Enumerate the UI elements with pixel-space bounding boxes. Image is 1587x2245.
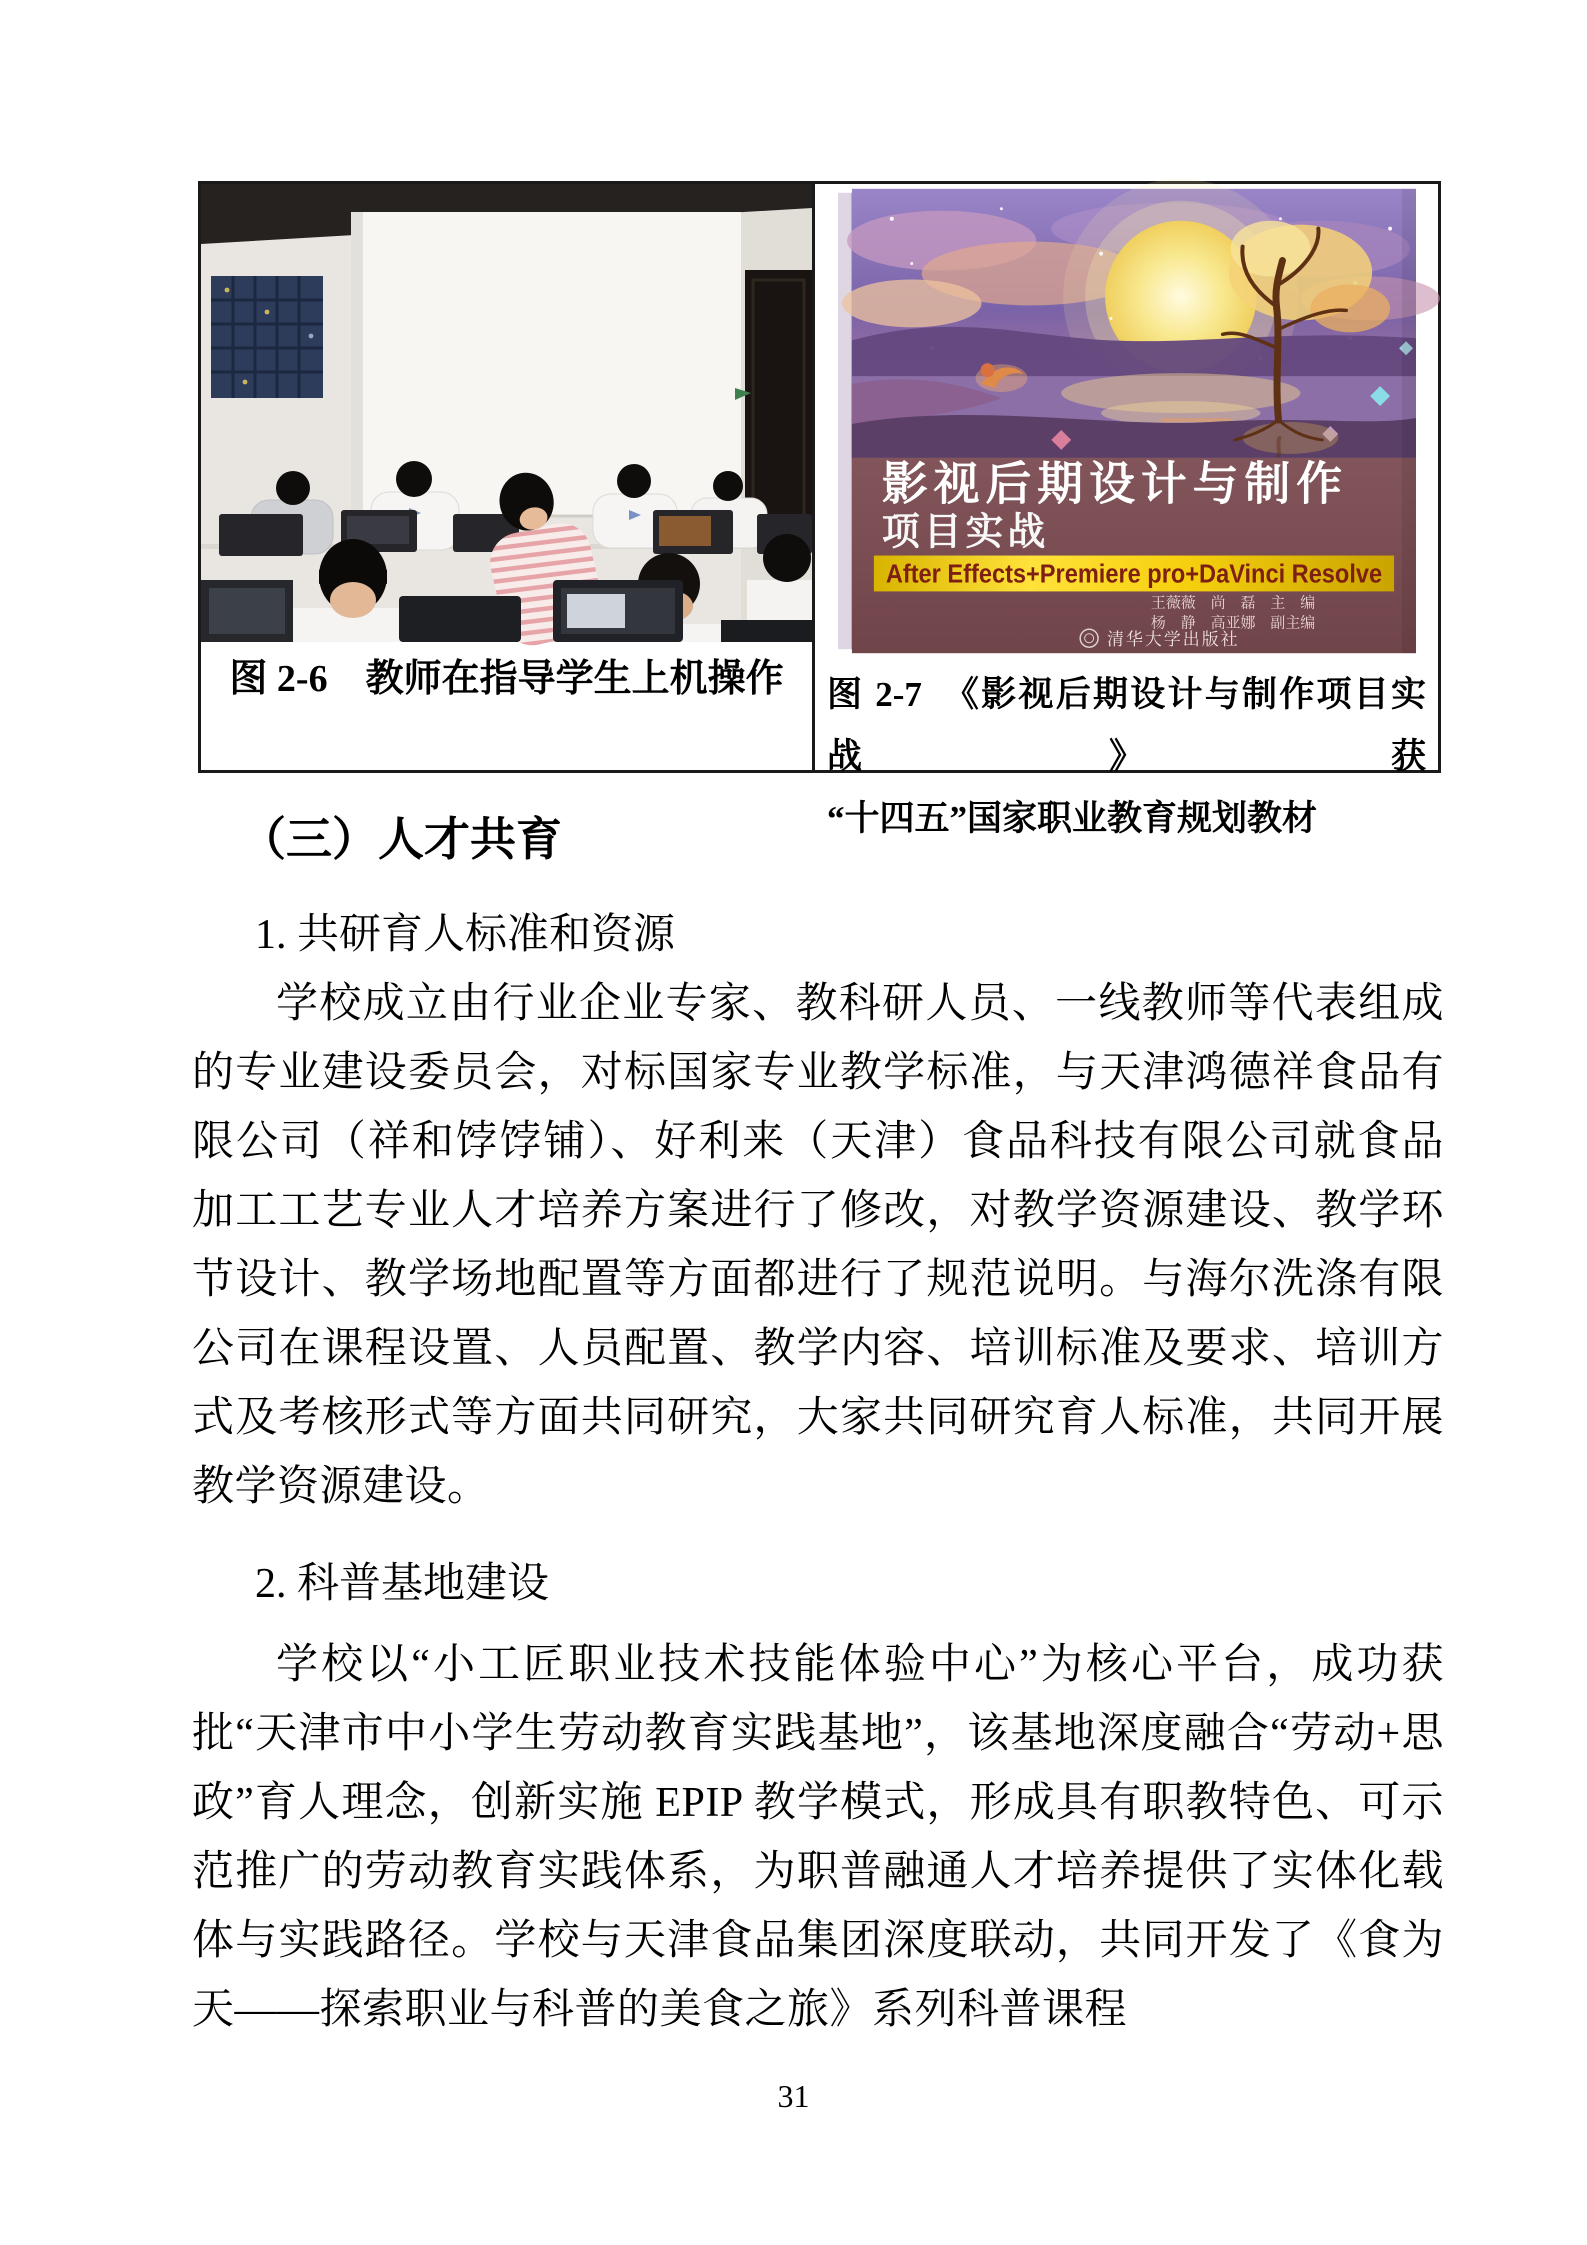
book-cover-photo [838, 188, 1416, 654]
figure-cell-book [815, 184, 1438, 838]
section-heading: （三）人才共育 [240, 814, 562, 865]
book-page-edge [838, 193, 852, 649]
paragraph-1: 学校成立由行业企业专家、教科研人员、一线教师等代表组成的专业建设委员会，对标国家专业教学标准，与天津鸿德祥食品有限公司（祥和饽饽铺）、好利来（天津）食品科技有限公司就食品加工工艺专业人才培养方案进行了修改，对教学资源建设、教学环节设计、教学场地配置等方面都进行了规范说明。与海尔洗涤有限公司在课程设置、人员配置、教学内容、培训标准及要求、培训方式及考核形式等方面共同研究，大家共同研究育人标准，共同开展教学资源建设。 [192, 981, 1444, 1510]
book-authors-line2: 杨 静 高亚娜 副主编 [1150, 615, 1315, 632]
book-authors-line1: 王薇薇 尚 磊 主 编 [1150, 595, 1315, 612]
figure-caption-2-7-line2: “十四五”国家职业教育规划教材 [827, 799, 1318, 838]
door [735, 270, 812, 532]
publisher-name: 清华大学出版社 [1106, 630, 1240, 650]
page-number: 31 [777, 2078, 810, 2114]
book-subtitle: After Effects+Premiere pro+DaVinci Resolve [885, 560, 1382, 589]
figure-table [198, 181, 1441, 838]
book-title-line2: 项目实战 [881, 511, 1049, 554]
book-front [841, 179, 1439, 653]
figure-caption-2-6: 图 2-6 教师在指导学生上机操作 [229, 658, 784, 700]
paragraph-2: 学校以“小工匠职业技术技能体验中心”为核心平台，成功获批“天津市中小学生劳动教育实践基地”，该基地深度融合“劳动+思政”育人理念，创新实施 EPIP 教学模式，形成具有职教特色、可示范推广的劳动教育实践体系，为职普融通人才培养提供了实体化载体与实践路径。学校与天津食品集团深度联动，共同开发了《食为天——探索职业与科普的美食之旅》系列科普课程 [192, 1642, 1444, 2033]
sub-heading-1: 1. 共研育人标准和资源 [255, 912, 676, 958]
sub-heading-2: 2. 科普基地建设 [255, 1561, 550, 1607]
book-title-line1: 影视后期设计与制作 [881, 458, 1348, 510]
document-body [192, 805, 1444, 2045]
figure-caption-2-7-line1: 图 2-7 《影视后期设计与制作项目实战》获 [827, 675, 1426, 776]
figure-cell-classroom [201, 184, 815, 770]
wall-poster [211, 276, 323, 398]
classroom-photo [201, 184, 812, 642]
